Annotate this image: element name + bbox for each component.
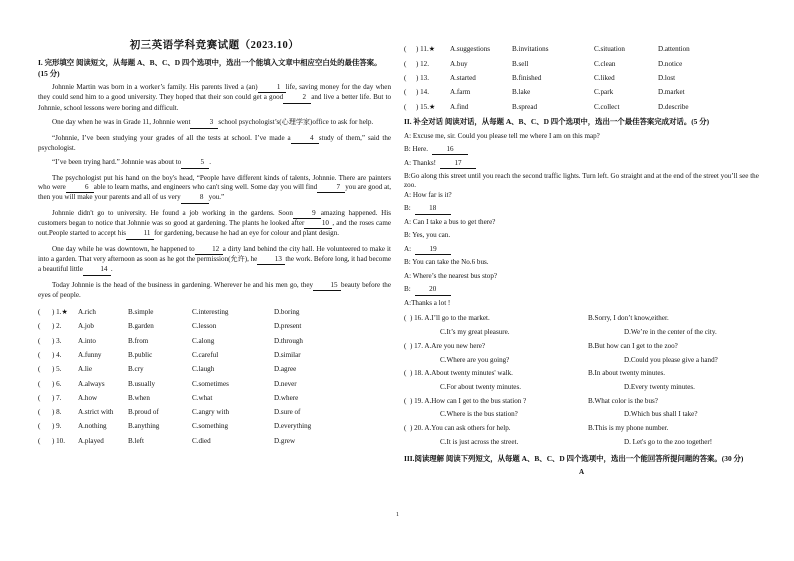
- dialogue-text: A: How far is it?: [404, 190, 452, 199]
- option-a: A.how: [78, 393, 98, 402]
- dialogue-line: [404, 272, 759, 286]
- option-a: A.buy: [450, 59, 468, 68]
- option-c: C.sometimes: [192, 379, 229, 388]
- answer-paren: (: [404, 59, 407, 68]
- blank-6: 6: [66, 183, 94, 193]
- option-d: D.attention: [658, 45, 690, 54]
- dialogue-blank: 17: [440, 159, 476, 169]
- option-b: B.when: [128, 393, 150, 402]
- dialogue-text: B:: [404, 285, 411, 294]
- dialogue-line: [404, 159, 759, 173]
- passage-paragraph-2: One day when he was in Grade 11, Johnnie went 3 school psychologist’s(心理学家)office to ask for help.: [38, 118, 391, 128]
- blank-14: 14: [83, 265, 111, 275]
- question-row: [38, 334, 391, 348]
- option-b: B.left: [128, 436, 144, 445]
- option-d: D. Let's go to the zoo together!: [624, 437, 713, 446]
- passage-label: A: [578, 468, 585, 477]
- option-a: A.lie: [78, 365, 92, 374]
- dialogue-text: A: Where’s the nearest bus stop?: [404, 271, 498, 280]
- page-number: 1: [396, 512, 399, 518]
- exam-title: 初三英语学科竞赛试题（2023.10）: [129, 40, 300, 51]
- dialogue-text: B: Yes, you can.: [404, 231, 451, 240]
- question-row: [38, 363, 391, 377]
- answer-paren: (: [38, 379, 41, 388]
- option-d: D.sure of: [274, 408, 301, 417]
- option-a: A.farm: [450, 88, 471, 97]
- option-b: B.Sorry, I don’t know,either.: [588, 314, 669, 323]
- right-column: [404, 43, 759, 478]
- option-c: C.what: [192, 393, 213, 402]
- choice-row: [404, 353, 759, 367]
- option-a: ) 20. A.You can ask others for help.: [410, 423, 511, 432]
- question-number: ) 13.: [416, 74, 430, 83]
- option-a: ) 19. A.How can I get to the bus station ?: [410, 396, 527, 405]
- question-number: ) 6.: [52, 379, 62, 388]
- option-c: C.careful: [192, 350, 219, 359]
- blank-1: 1: [258, 83, 286, 93]
- option-b: B.This is my phone number.: [588, 423, 669, 432]
- option-c: C.something: [192, 422, 229, 431]
- option-a: A.find: [450, 102, 469, 111]
- question-number: ) 12.: [416, 59, 430, 68]
- answer-paren: (: [404, 341, 407, 350]
- option-d: D.notice: [658, 59, 683, 68]
- answer-paren: (: [38, 322, 41, 331]
- dialogue-line: [404, 172, 759, 191]
- dialogue-line: [404, 285, 759, 299]
- question-row: [404, 100, 759, 114]
- blank-12: 12: [195, 245, 223, 255]
- passage-paragraph-1: Johnnie Martin was born in a worker’s family. His parents lived a (an) 1 life, saving money for the day when they could send him to a good university. They hoped that their son could get a good 2 and live a better life. But to Johnnie, school lessons were boring and difficult.: [38, 83, 391, 112]
- option-d: D.grew: [274, 436, 296, 445]
- section-3-heading: III.阅读理解 阅读下列短文，从每题 A、B、C、D 四个选项中，选出一个能回答所提问题的答案。(30 分): [404, 454, 744, 464]
- option-a: ) 17. A.Are you new here?: [410, 341, 486, 350]
- choice-row: [404, 326, 759, 340]
- blank-4: 4: [291, 134, 319, 144]
- dialogue-text: B: You can take the No.6 bus.: [404, 258, 489, 267]
- question-row: [404, 72, 759, 86]
- option-a: A.nothing: [78, 422, 107, 431]
- option-b: B.simple: [128, 308, 154, 317]
- question-number: ) 2.: [52, 322, 62, 331]
- section-1-heading: I. 完形填空 阅读短文，从每题 A、B、C、D 四个选项中，选出一个能填入文章中相应空白处的最佳答案。(15 分): [38, 57, 382, 78]
- blank-5: 5: [181, 158, 209, 168]
- question-number: ) 8.: [52, 408, 62, 417]
- dialogue-text: A: Can I take a bus to get there?: [404, 217, 496, 226]
- option-c: C.interesting: [192, 308, 229, 317]
- option-c: C.angry with: [192, 408, 230, 417]
- option-b: B.garden: [128, 322, 154, 331]
- option-d: D.similar: [274, 350, 301, 359]
- option-d: D.present: [274, 322, 302, 331]
- dialogue-text: A: Excuse me, sir. Could you please tell me where I am on this map?: [404, 131, 600, 140]
- option-a: A.always: [78, 379, 105, 388]
- option-d: D.lost: [658, 74, 676, 83]
- question-row: [38, 434, 391, 448]
- question-number: ) 4.: [52, 350, 62, 359]
- option-c: C.Where is the bus station?: [440, 410, 518, 419]
- answer-paren: (: [38, 350, 41, 359]
- option-c: C.Where are you going?: [440, 355, 510, 364]
- option-c: C.laugh: [192, 365, 215, 374]
- option-b: B.proud of: [128, 408, 159, 417]
- passage-paragraph-7: One day while he was downtown, he happened to 12 a dirty land behind the city hall. He volunteered to make it into a garden. That very afternoon as soon as he got the permission(允许), he 13 the work. Before long, it had become a beautiful little 14 .: [38, 245, 391, 276]
- option-b: B.sell: [512, 59, 529, 68]
- option-a: A.started: [450, 74, 476, 83]
- blank-11: 11: [126, 229, 154, 239]
- blank-10: 10: [304, 219, 332, 229]
- option-a: A.job: [78, 322, 94, 331]
- option-c: C.along: [192, 336, 215, 345]
- answer-paren: (: [404, 314, 407, 323]
- choice-row: [404, 312, 759, 326]
- option-a: A.suggestions: [450, 45, 491, 54]
- dialogue: [404, 132, 759, 313]
- option-c: C.lesson: [192, 322, 217, 331]
- question-list-1-10: [38, 306, 391, 449]
- option-a: A.played: [78, 436, 104, 445]
- option-c: C.died: [192, 436, 211, 445]
- option-c: C.clean: [594, 59, 616, 68]
- choice-row: [404, 381, 759, 395]
- answer-paren: (: [404, 102, 407, 111]
- question-number: ) 3.: [52, 336, 62, 345]
- answer-paren: (: [38, 365, 41, 374]
- option-c: C.situation: [594, 45, 625, 54]
- choice-row: [404, 422, 759, 436]
- option-d: D.We’re in the center of the city.: [624, 328, 717, 337]
- passage-paragraph-4: “I’ve been trying hard.” Johnnie was about to 5 .: [38, 158, 391, 168]
- question-row: [38, 377, 391, 391]
- passage-paragraph-5: The psychologist put his hand on the boy's head, “People have different kinds of talents, Johnnie. There are painters who were 6 able to learn maths, and engineers who can't sing well. Some day you will find 7 you are good at, then you will make your parents and all of us very 8 you.”: [38, 174, 391, 204]
- option-d: D.Which bus shall I take?: [624, 410, 698, 419]
- blank-9: 9: [293, 209, 321, 219]
- question-number: ) 14.: [416, 88, 430, 97]
- choice-row: [404, 340, 759, 354]
- question-number: ) 7.: [52, 393, 62, 402]
- question-row: [38, 320, 391, 334]
- option-d: D.market: [658, 88, 685, 97]
- answer-paren: (: [404, 45, 407, 54]
- option-d: D.Every twenty minutes.: [624, 382, 695, 391]
- option-b: B.cry: [128, 365, 144, 374]
- dialogue-line: [404, 204, 759, 218]
- dialogue-text: B:: [404, 204, 411, 213]
- option-b: B.from: [128, 336, 149, 345]
- left-column: [38, 0, 391, 449]
- option-a: ) 16. A.I’ll go to the market.: [410, 314, 490, 323]
- blank-2: 2: [283, 93, 311, 103]
- passage-paragraph-6: Johnnie didn't go to university. He found a job working in the gardens. Soon 9 amazing happened. His customers began to notice that Johnnie was so good at gardening. The plants he looked after 10 , and the roses came out.People started to accept his 11 for gardening, because he had an eye for colour and plant design.: [38, 209, 391, 240]
- option-b: B.lake: [512, 88, 531, 97]
- option-c: C.liked: [594, 74, 615, 83]
- question-row: [404, 43, 759, 57]
- option-b: B.invitations: [512, 45, 549, 54]
- choice-row: [404, 394, 759, 408]
- dialogue-line: [404, 218, 759, 232]
- blank-13: 13: [257, 255, 285, 265]
- option-b: B.spread: [512, 102, 538, 111]
- question-row: [404, 86, 759, 100]
- question-row: [38, 406, 391, 420]
- question-number: ) 1.★: [52, 308, 68, 317]
- choice-row: [404, 436, 759, 450]
- blank-8: 8: [181, 193, 209, 203]
- answer-paren: (: [38, 408, 41, 417]
- option-a: A.into: [78, 336, 96, 345]
- answer-paren: (: [404, 369, 407, 378]
- dialogue-line: [404, 191, 759, 205]
- dialogue-text: A:Thanks a lot !: [404, 298, 451, 307]
- answer-paren: (: [404, 423, 407, 432]
- blank-7: 7: [317, 183, 345, 193]
- option-a: A.rich: [78, 308, 96, 317]
- question-list-11-15: [404, 43, 759, 114]
- dialogue-text: A:: [404, 244, 412, 253]
- answer-paren: (: [38, 336, 41, 345]
- question-number: ) 15.★: [416, 102, 436, 111]
- option-a: A.strict with: [78, 408, 114, 417]
- choice-row: [404, 408, 759, 422]
- option-d: D.where: [274, 393, 299, 402]
- option-b: B.public: [128, 350, 153, 359]
- dialogue-line: [404, 231, 759, 245]
- question-number: ) 5.: [52, 365, 62, 374]
- answer-paren: (: [404, 74, 407, 83]
- option-b: B.What color is the bus?: [588, 396, 658, 405]
- dialogue-blank: 19: [415, 245, 451, 255]
- option-d: D.agree: [274, 365, 297, 374]
- option-c: C.collect: [594, 102, 620, 111]
- passage-paragraph-3: “Johnnie, I’ve been studying your grades of all the tests at school. I’ve made a 4 study of them,” said the psychologist.: [38, 133, 392, 152]
- option-b: B.usually: [128, 379, 155, 388]
- answer-paren: (: [38, 422, 41, 431]
- option-d: D.boring: [274, 308, 300, 317]
- answer-paren: (: [404, 396, 407, 405]
- option-d: D.describe: [658, 102, 689, 111]
- question-row: [38, 348, 391, 362]
- question-number: ) 10.: [52, 436, 66, 445]
- option-a: A.funny: [78, 350, 102, 359]
- option-d: D.everything: [274, 422, 312, 431]
- option-b: B.finished: [512, 74, 542, 83]
- dialogue-line: [404, 145, 759, 159]
- dialogue-line: [404, 245, 759, 259]
- answer-paren: (: [38, 308, 41, 317]
- answer-paren: (: [38, 393, 41, 402]
- option-b: B.In about twenty minutes.: [588, 369, 666, 378]
- option-a: ) 18. A.About twenty minutes' walk.: [410, 369, 513, 378]
- question-row: [38, 420, 391, 434]
- dialogue-blank: 16: [432, 145, 468, 155]
- dialogue-line: [404, 299, 759, 313]
- dialogue-blank: 18: [415, 204, 451, 214]
- dialogue-choices: [404, 312, 759, 449]
- question-row: [38, 391, 391, 405]
- choice-row: [404, 367, 759, 381]
- option-d: D.Could you please give a hand?: [624, 355, 718, 364]
- option-d: D.through: [274, 336, 303, 345]
- option-c: C.It’s my great pleasure.: [440, 328, 510, 337]
- passage-paragraph-8: Today Johnnie is the head of the business in gardening. Wherever he and his men go, they 15 beauty before the eyes of people.: [38, 280, 391, 300]
- dialogue-line: [404, 258, 759, 272]
- dialogue-text: A: Thanks!: [404, 158, 436, 167]
- question-number: ) 9.: [52, 422, 62, 431]
- option-d: D.never: [274, 379, 297, 388]
- section-2-heading: II. 补全对话 阅读对话，从每题 A、B、C、D 四个选项中，选出一个最佳答案完成对话。(5 分): [404, 117, 710, 127]
- option-b: B.anything: [128, 422, 160, 431]
- answer-paren: (: [404, 88, 407, 97]
- dialogue-text: B:Go along this street until you reach the second traffic lights. Turn left. Go straight and at the end of the street you’ll see the zoo.: [404, 172, 759, 190]
- blank-15: 15: [313, 281, 341, 291]
- option-b: B.But how can I get to the zoo?: [588, 341, 678, 350]
- blank-3: 3: [190, 118, 218, 128]
- question-number: ) 11.★: [416, 45, 436, 54]
- dialogue-blank: 20: [415, 285, 451, 295]
- question-row: [404, 57, 759, 71]
- dialogue-line: [404, 132, 759, 146]
- option-c: C.park: [594, 88, 614, 97]
- dialogue-text: B: Here.: [404, 145, 429, 154]
- question-row: [38, 306, 391, 320]
- option-c: C.It is just across the street.: [440, 437, 519, 446]
- answer-paren: (: [38, 436, 41, 445]
- option-c: C.For about twenty minutes.: [440, 382, 521, 391]
